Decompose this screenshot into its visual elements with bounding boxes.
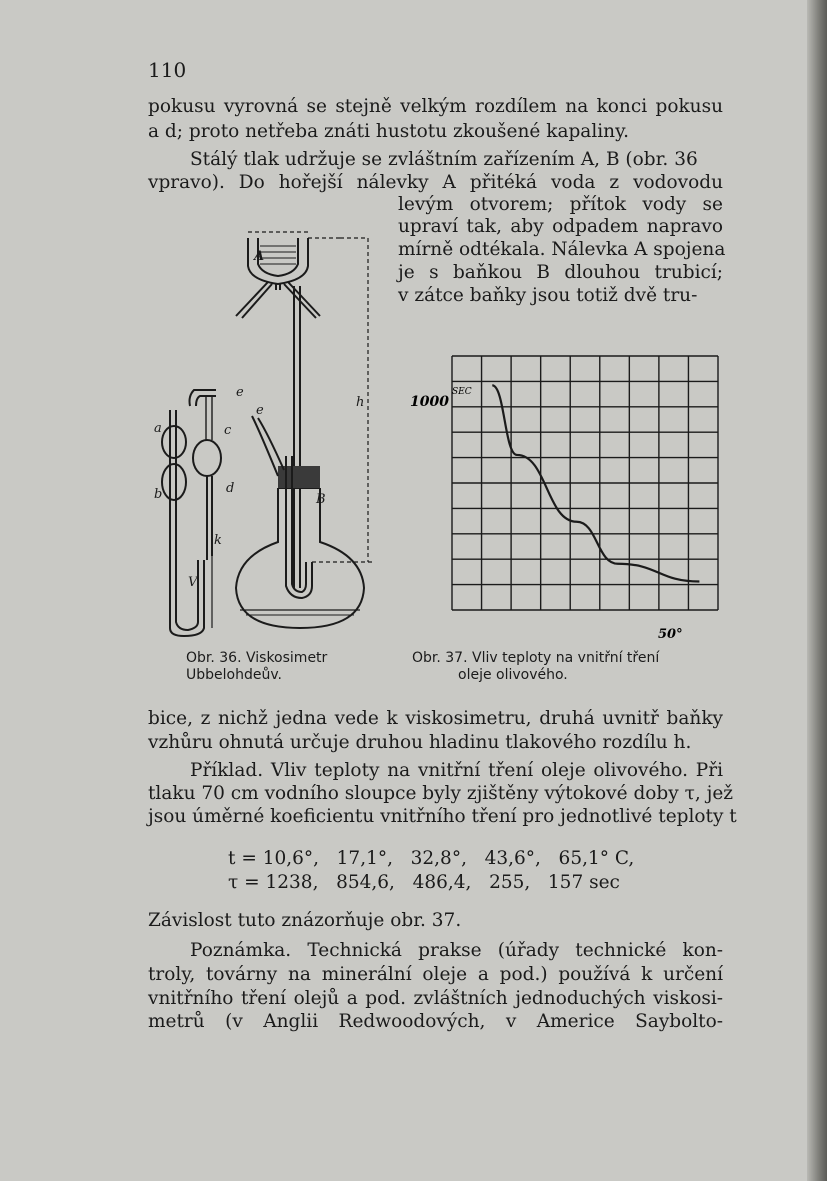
text-line: upraví tak, aby odpadem napravo: [398, 216, 723, 237]
label-b-flask: B: [316, 492, 326, 507]
text-line: Závislost tuto znázorňuje obr. 37.: [148, 910, 462, 931]
text-line: je s baňkou B dlouhou trubicí;: [398, 262, 723, 283]
text-line: jsou úměrné koeficientu vnitřního tření pro jednotlivé teploty t: [148, 806, 737, 827]
label-e-flask: e: [256, 403, 264, 418]
text-line: troly, továrny na minerální oleje a pod.) používá k určení: [148, 964, 723, 985]
label-e: e: [236, 385, 244, 400]
label-a: a: [154, 421, 162, 436]
y-unit-label: SEC: [452, 387, 472, 397]
text-line: metrů (v Anglii Redwoodových, v Americe Saybolto-: [148, 1011, 723, 1032]
text-line: vnitřního tření olejů a pod. zvláštních jednoduchých viskosi-: [148, 988, 723, 1009]
label-k: k: [214, 533, 222, 548]
y-tick-label: 1000: [410, 394, 449, 410]
text-line: vzhůru ohnutá určuje druhou hladinu tlakového rozdílu h.: [148, 732, 692, 753]
label-v: V: [188, 575, 198, 590]
text-line: vpravo). Do hořejší nálevky A přitéká voda z vodovodu: [148, 172, 723, 193]
text-line: a d; proto netřeba znáti hustotu zkoušené kapaliny.: [148, 121, 629, 142]
text-line: tlaku 70 cm vodního sloupce byly zjištěny výtokové doby τ, jež: [148, 783, 734, 804]
text-line: bice, z nichž jedna vede k viskosimetru, druhá uvnitř baňky: [148, 708, 723, 729]
formula-temperature: t = 10,6°, 17,1°, 32,8°, 43,6°, 65,1° C,: [228, 848, 635, 869]
page-edge: [807, 0, 827, 1181]
figure-37-caption-1: Obr. 37. Vliv teploty na vnitřní tření: [412, 650, 660, 666]
label-c: c: [224, 423, 232, 438]
text-line: mírně odtékala. Nálevka A spojena: [398, 239, 726, 260]
page-number: 110: [148, 58, 187, 82]
text-line: pokusu vyrovná se stejně velkým rozdílem na konci pokusu: [148, 96, 723, 117]
label-a-funnel: A: [254, 249, 265, 264]
text-line: v zátce baňky jsou totiž dvě tru-: [398, 285, 698, 306]
text-line: levým otvorem; přítok vody se: [398, 194, 723, 215]
x-tick-label: 50°: [658, 627, 683, 640]
figure-37-chart: [400, 320, 740, 640]
figure-36-caption-1: Obr. 36. Viskosimetr: [186, 650, 328, 666]
text-line: Stálý tlak udržuje se zvláštním zařízením A, B (obr. 36: [190, 149, 698, 170]
text-line: Poznámka. Technická prakse (úřady technické kon-: [190, 940, 723, 961]
label-b: b: [154, 487, 163, 502]
figure-36-viscometer: [150, 220, 390, 640]
formula-tau: τ = 1238, 854,6, 486,4, 255, 157 sec: [228, 872, 620, 893]
figure-37-caption-2: oleje olivového.: [458, 667, 568, 683]
label-h: h: [356, 395, 365, 410]
figure-36-caption-2: Ubbelohdeův.: [186, 667, 282, 683]
label-d: d: [226, 481, 235, 496]
text-line: Příklad. Vliv teploty na vnitřní tření oleje olivového. Při: [190, 760, 723, 781]
